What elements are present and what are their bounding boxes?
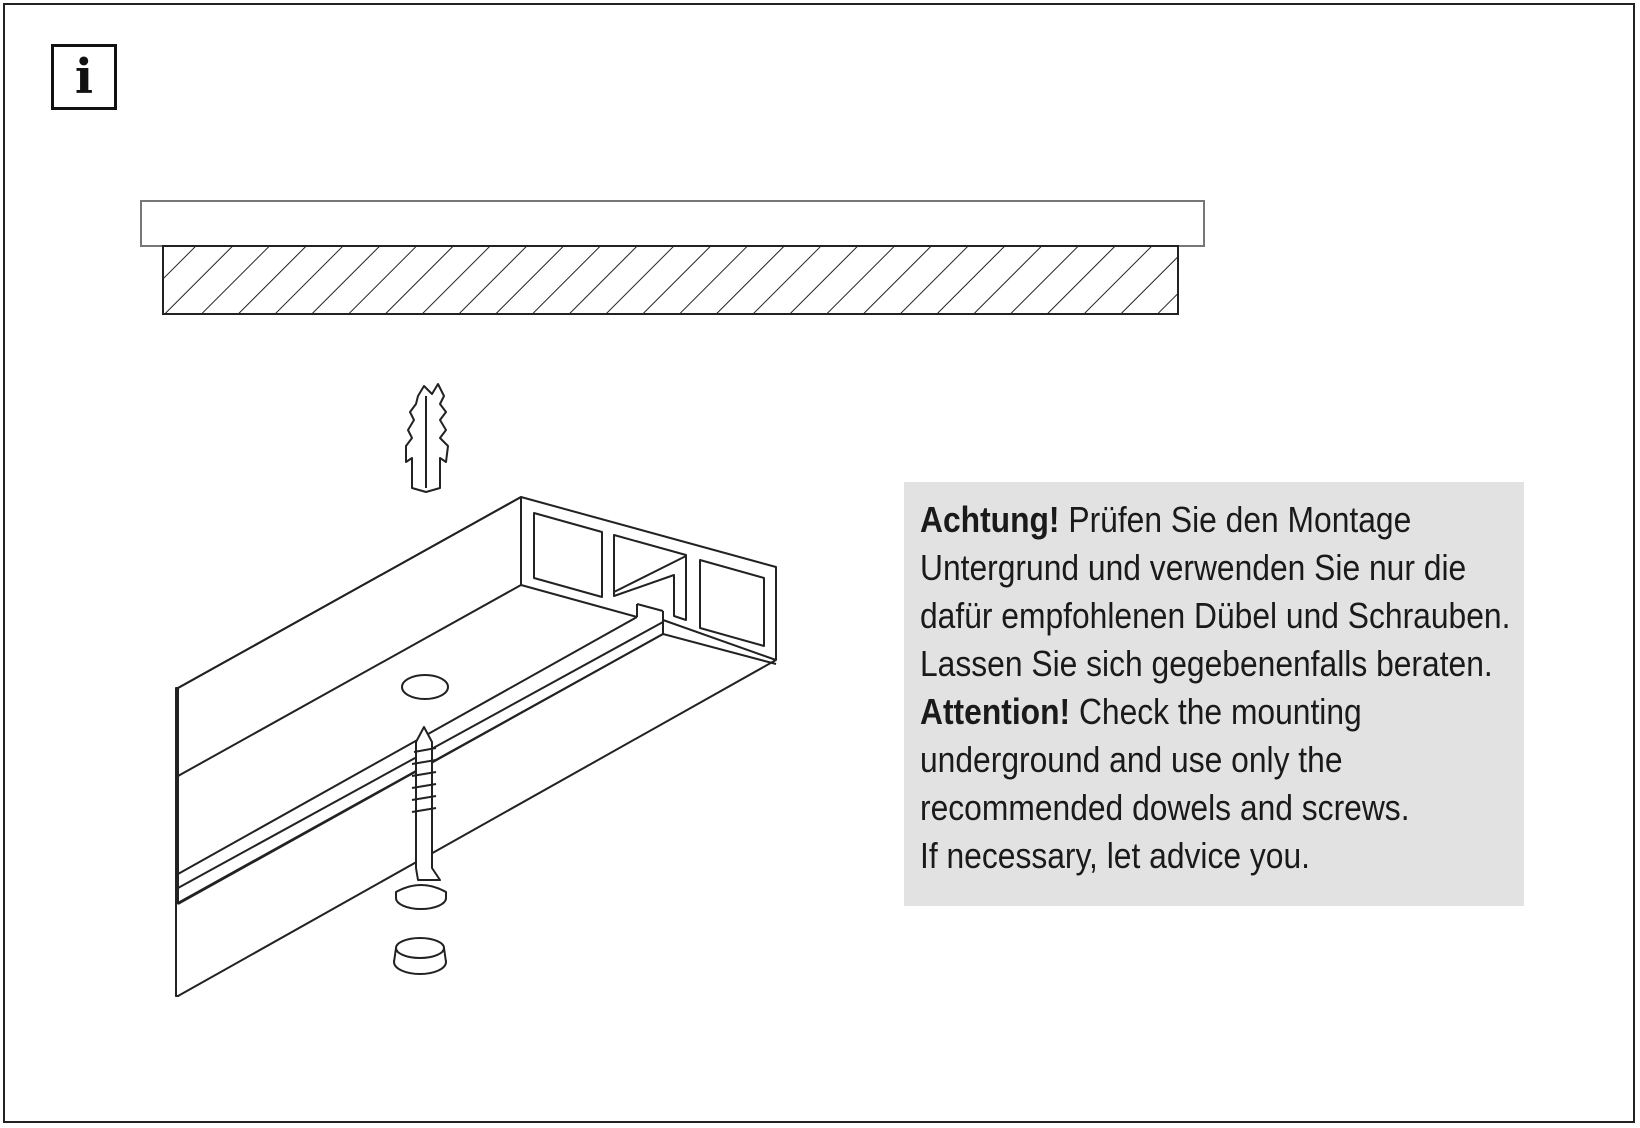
notice-line: Untergrund und verwenden Sie nur die [920,547,1467,588]
notice-line: If necessary, let advice you. [920,835,1310,876]
wall-plug-icon [406,384,448,492]
cover-cap-icon [394,938,446,974]
notice-line [920,688,1441,736]
notice-english [920,688,1441,880]
notice-line: dafür empfohlenen Dübel und Schrauben. [920,595,1511,636]
notice-line: underground and use only the [920,739,1343,780]
notice-line: recommended dowels and screws. [920,787,1410,828]
notice-text: Check the mounting [1070,691,1362,732]
notice-lead-en: Attention! [920,691,1071,732]
notice-german [920,496,1511,688]
notice-line [920,496,1441,544]
notice-line: Lassen Sie sich gegebenenfalls beraten. [920,643,1493,684]
info-icon-glyph: i [74,49,94,105]
curtain-rail-icon [176,497,776,996]
ceiling-icon [141,201,1204,314]
notice-lead-de: Achtung! [920,499,1060,540]
mounting-notice [904,482,1524,906]
notice-text: Prüfen Sie den Montage [1059,499,1412,540]
